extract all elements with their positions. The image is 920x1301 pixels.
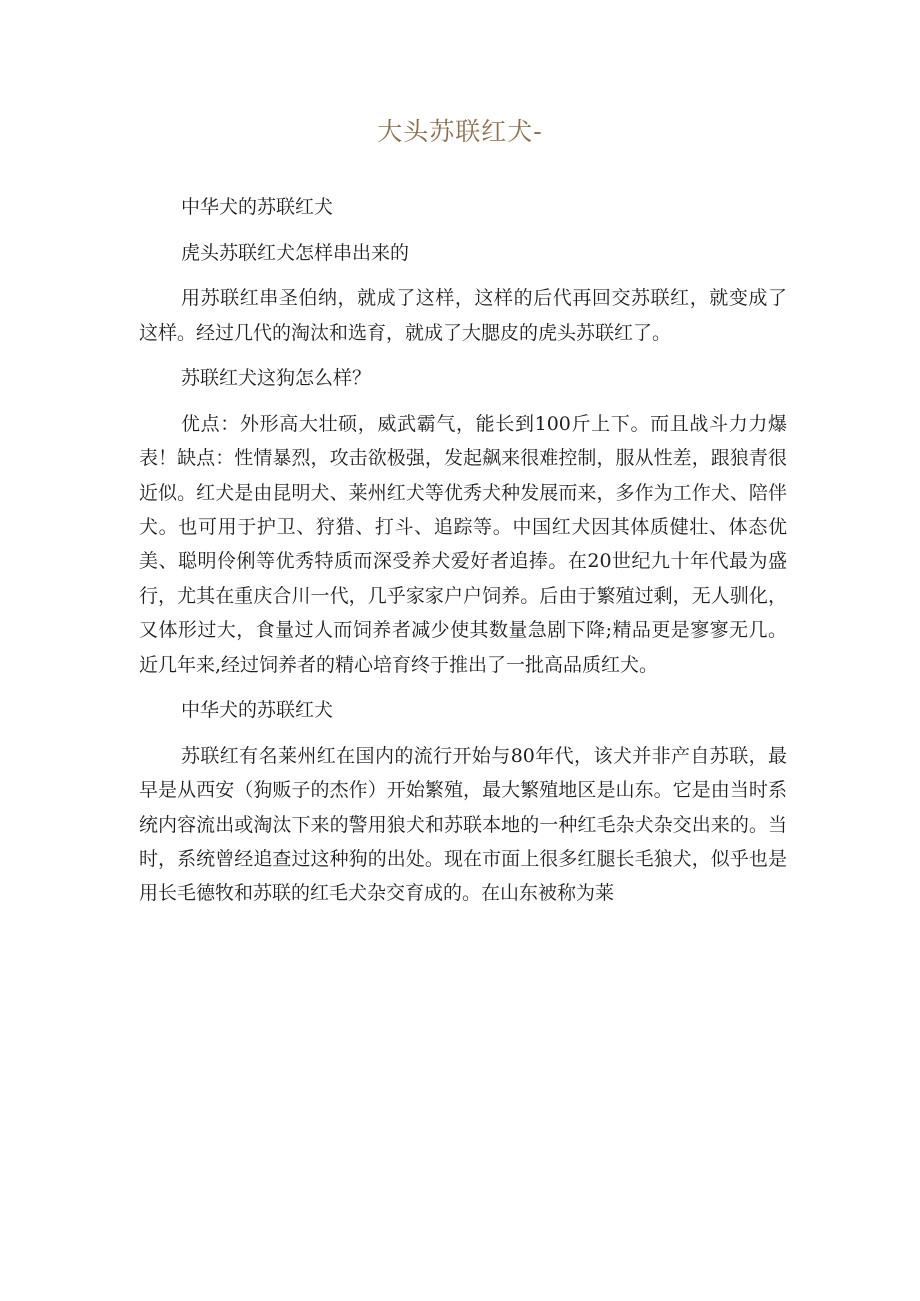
- paragraph-heading-3: 苏联红犬这狗怎么样？: [181, 367, 372, 390]
- document-body: [139, 190, 787, 922]
- paragraph-heading-2: 虎头苏联红犬怎样串出来的: [181, 241, 410, 264]
- paragraph-heading-4: 中华犬的苏联红犬: [181, 699, 334, 722]
- paragraph-heading-1: 中华犬的苏联红犬: [181, 196, 334, 218]
- document-title: 大头苏联红犬-: [377, 117, 543, 146]
- paragraph-body-1: 用苏联红串圣伯纳，就成了这样，这样的后代再回交苏联红，就变成了这样。经过几代的淘汰和选育，就成了大腮皮的虎头苏联红了。: [139, 287, 787, 344]
- paragraph-body-2: 优点：外形高大壮硕，威武霸气，能长到100斤上下。而且战斗力力爆表！缺点：性情暴烈，攻击欲极强，发起飙来很难控制，服从性差，跟狼青很近似。红犬是由昆明犬、莱州红犬等优秀犬种发展而来，多作为工作犬、陪伴犬。也可用于护卫、狩猎、打斗、追踪等。中国红犬因其体质健壮、体态优美、聪明伶俐等优秀特质而深受养犬爱好者追捧。在20世纪九十年代最为盛行，尤其在重庆合川一代，几乎家家户户饲养。后由于繁殖过剩，无人驯化，又体形过大，食量过人而饲养者减少使其数量急剧下降;精品更是寥寥无几。近几年来,经过饲养者的精心培育终于推出了一批高品质红犬。: [139, 412, 787, 676]
- paragraph-body-3: 苏联红有名莱州红在国内的流行开始与80年代，该犬并非产自苏联，最早是从西安（狗贩子的杰作）开始繁殖，最大繁殖地区是山东。它是由当时系统内容流出或淘汰下来的警用狼犬和苏联本地的一种红毛杂犬杂交出来的。当时，系统曾经追查过这种狗的出处。现在市面上很多红腿长毛狼犬，似乎也是用长毛德牧和苏联的红毛犬杂交育成的。在山东被称为莱: [139, 744, 787, 905]
